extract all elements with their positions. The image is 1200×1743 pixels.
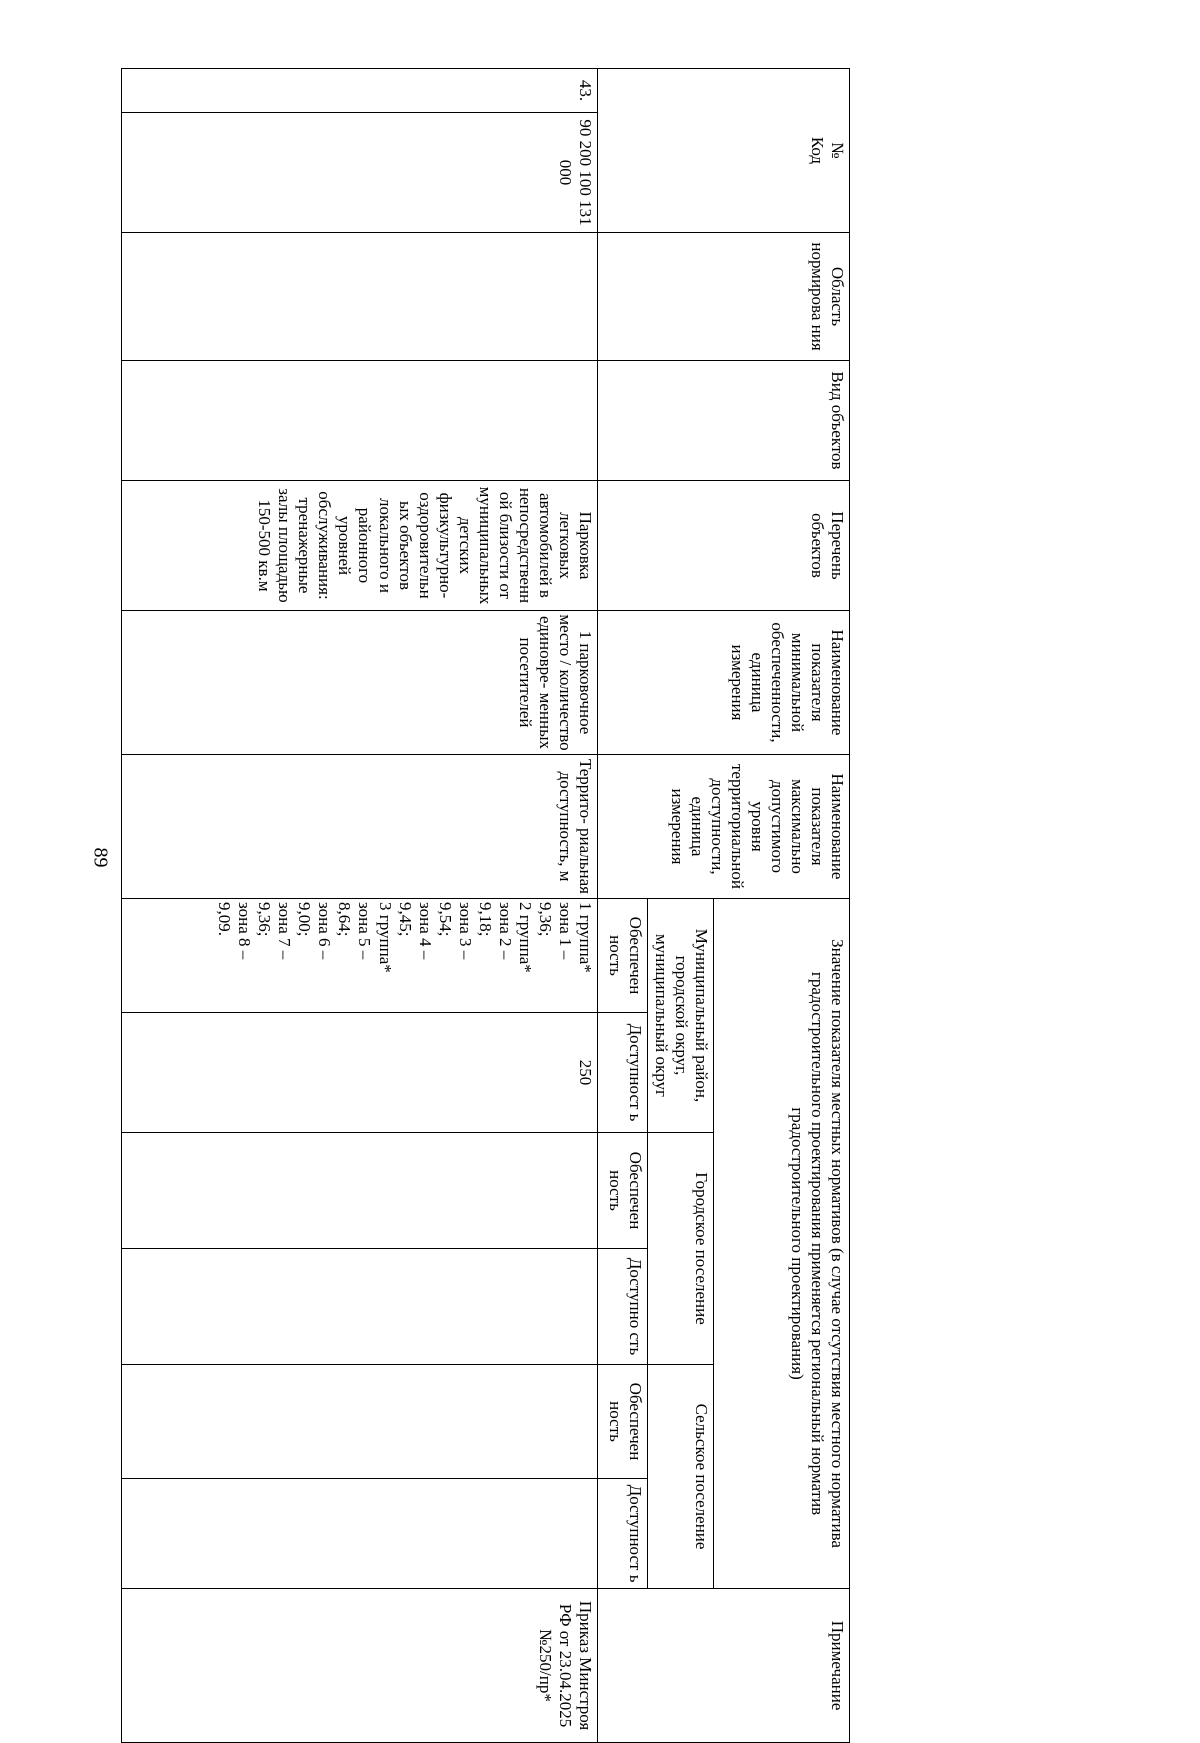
provision-line: 3 группа* bbox=[375, 902, 395, 973]
provision-line: зона 1 – bbox=[555, 902, 575, 960]
provision-lines bbox=[214, 902, 595, 1009]
header-no-code bbox=[598, 69, 850, 233]
provision-line: 9,45; bbox=[395, 902, 415, 937]
header-municipal-accessibility: Доступност ь bbox=[598, 1013, 648, 1133]
provision-line: зона 2 – bbox=[495, 902, 515, 960]
norms-table-wrapper bbox=[122, 68, 850, 1731]
row-code: 90 200 100 131 000 bbox=[122, 113, 598, 233]
header-code: Код bbox=[807, 136, 827, 165]
provision-line: зона 3 – bbox=[455, 902, 475, 960]
header-rural-accessibility: Доступност ь bbox=[598, 1479, 648, 1589]
provision-line: 9,36; bbox=[255, 902, 275, 937]
header-min-indicator: Наименование показателя минимальной обеспеченности, единица измерения bbox=[598, 611, 850, 755]
header-note: Примечание bbox=[598, 1589, 850, 1743]
provision-line: 9,00; bbox=[295, 902, 315, 937]
provision-line: 8,64; bbox=[335, 902, 355, 937]
row-municipal-provision bbox=[122, 899, 598, 1013]
header-urban-provision: Обеспечен ность bbox=[598, 1133, 648, 1249]
provision-line: зона 7 – bbox=[275, 902, 295, 960]
row-max-indicator: Террито- риальная доступность, м bbox=[122, 755, 598, 899]
header-municipal-provision: Обеспечен ность bbox=[598, 899, 648, 1013]
table-row bbox=[122, 69, 598, 1743]
row-urban-provision bbox=[122, 1133, 598, 1249]
provision-line: 9,36; bbox=[535, 902, 555, 937]
row-rural-accessibility bbox=[122, 1479, 598, 1589]
row-rural-provision bbox=[122, 1365, 598, 1479]
provision-line: зона 4 – bbox=[415, 902, 435, 960]
provision-line: 9,54; bbox=[435, 902, 455, 937]
header-urban: Городское поселение bbox=[648, 1133, 714, 1365]
header-list: Перечень объектов bbox=[598, 481, 850, 611]
row-urban-accessibility bbox=[122, 1249, 598, 1365]
provision-line: 2 группа* bbox=[515, 902, 535, 973]
page-number: 89 bbox=[89, 847, 112, 868]
row-no: 43. bbox=[122, 69, 598, 113]
header-no: № bbox=[828, 142, 847, 159]
row-area bbox=[122, 233, 598, 361]
header-values-group: Значение показателя местных нормативов (в случае отсутствия местного норматива градостроительного проектирования применяется региональный норматив градостроительного проектирования) bbox=[714, 899, 850, 1589]
header-municipal: Муниципальный район, городской округ, муниципальный округ bbox=[648, 899, 714, 1133]
header-type: Вид объектов bbox=[598, 361, 850, 481]
row-type bbox=[122, 361, 598, 481]
row-municipal-accessibility: 250 bbox=[122, 1013, 598, 1133]
row-min-indicator: 1 парковочное место / количество единовре- менных посетителей bbox=[122, 611, 598, 755]
header-urban-accessibility: Доступно сть bbox=[598, 1249, 648, 1365]
header-rural-provision: Обеспечен ность bbox=[598, 1365, 648, 1479]
provision-line: 1 группа* bbox=[576, 902, 595, 973]
header-area: Область нормирова ния bbox=[598, 233, 850, 361]
header-max-indicator: Наименование показателя максимально допустимого уровня территориальной доступности, единица измерения bbox=[598, 755, 850, 899]
norms-table-rotated bbox=[122, 68, 850, 1731]
norms-table bbox=[121, 68, 850, 1743]
provision-line: зона 8 – bbox=[235, 902, 255, 960]
header-rural: Сельское поселение bbox=[648, 1365, 714, 1589]
row-list: Парковка легковых автомобилей в непосредственн ой близости от муниципальных детских физкультурно- оздоровительн ых объектов локального и районного уровней обслуживания: тренажерные залы площадью 150-500 кв.м bbox=[122, 481, 598, 611]
provision-line: зона 5 – bbox=[355, 902, 375, 960]
provision-line: 9,09. bbox=[215, 902, 235, 936]
provision-line: 9,18; bbox=[475, 902, 495, 937]
row-note: Приказ Минстроя РФ от 23.04.2025 №250/пр* bbox=[122, 1589, 598, 1743]
provision-line: зона 6 – bbox=[315, 902, 335, 960]
